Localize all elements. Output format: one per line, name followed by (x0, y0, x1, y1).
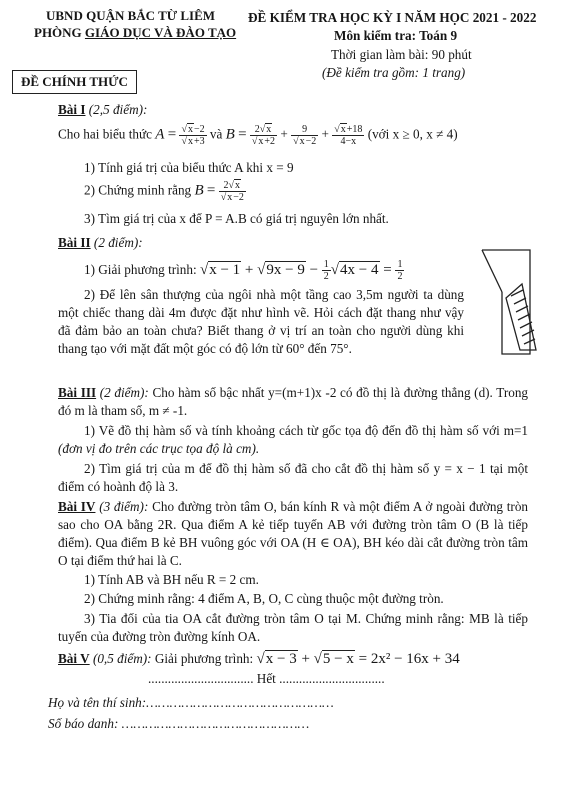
bai2-heading: Bài II (2 điểm): (58, 235, 143, 250)
official-badge: ĐỀ CHÍNH THỨC (12, 70, 137, 94)
bai1-intro: Cho hai biểu thức A = $\frac{√x-2}{√x+3}$ và B = $\frac{2√x}{√x+2}$ + $\frac{9}{√x-2}$ + $\frac{√x+18}{4-x}$ (với x ≥ 0, x ≠ 4) (58, 124, 458, 147)
dept-line-1: UBND QUẬN BẮC TỪ LIÊM (46, 8, 216, 23)
dept-line-2: PHÒNG GIÁO DỤC VÀ ĐÀO TẠO (34, 25, 237, 40)
bai2-q2: 2) Để lên sân thượng của ngôi nhà một tầng cao 3,5m người ta dùng một chiếc thang dài 4m được đặt như hình vẽ. Hỏi cách đặt thang như vậy đã đảm bảo an toàn chưa? Biết thang ở vị trí an toàn cho người dùng khi thang tạo với mặt đất một góc có độ lớn từ 60° đến 75°. (58, 287, 464, 356)
bai2-q1: 1) Giải phương trình: √x − 1 + √9x − 9 − $\frac{1}{2}$ √4x − 4 = $\frac{1}{2}$ (84, 259, 403, 282)
exam-pages-note: (Đề kiểm tra gồm: 1 trang) (322, 65, 466, 80)
exam-title: ĐỀ KIỂM TRA HỌC KỲ I NĂM HỌC 2021 - 2022 (248, 10, 537, 25)
bai3-intro: Bài III (2 điểm): Cho hàm số bậc nhất y=(m+1)x -2 có đồ thị là đường thẳng (d). Trong đó m là tham số, m ≠ -1. (58, 385, 529, 418)
bai4-q3: 3) Tia đối của tia OA cắt đường tròn tâm O tại M. Chứng minh rằng: MB là tiếp tuyến của đường tròn đường kính OA. (58, 611, 528, 644)
roof-edge (482, 250, 502, 292)
bai1-q3: 3) Tìm giá trị của x để P = A.B có giá trị nguyên lớn nhất. (84, 211, 389, 226)
bai1-heading: Bài I (2,5 điểm): (58, 102, 148, 117)
formula-b: B (225, 126, 235, 143)
formula-a: A (155, 126, 165, 143)
bai4-intro: Bài IV (3 điểm): Cho đường tròn tâm O, bán kính R và một điểm A ở ngoài đường tròn sao cho OA bằng 2R. Qua điểm A kẻ tiếp tuyến AB với đường tròn tâm O (B là tiếp điểm). Qua điểm B kẻ BH vuông góc với OA (H ∈ OA), BH kéo dài cắt đường tròn tâm O tại điểm thứ hai là C. (58, 499, 529, 568)
candidate-id-line: Số báo danh: ………………………………………… (48, 716, 310, 731)
bai4-q1: 1) Tính AB và BH nếu R = 2 cm. (84, 572, 259, 587)
ladder-rungs (511, 290, 535, 344)
candidate-name-line: Họ và tên thí sinh:………………………………………… (48, 695, 334, 710)
bai3-q2: 2) Tìm giá trị của m để đồ thị hàm số đã cho cắt đồ thị hàm số y = x − 1 tại một điểm có hoành độ là 3. (58, 461, 528, 494)
bai1-q1: 1) Tính giá trị của biểu thức A khi x = 9 (84, 160, 294, 175)
bai1-q2: 2) Chứng minh rằng B = $\frac{2√x}{√x-2}$ (84, 180, 244, 203)
exam-subject: Môn kiểm tra: Toán 9 (334, 28, 458, 43)
bai5: Bài V (0,5 điểm): Giải phương trình: √x − 3 + √5 − x = 2x² − 16x + 34 (58, 651, 460, 667)
exam-duration: Thời gian làm bài: 90 phút (331, 47, 472, 62)
bai3-q1: 1) Vẽ đồ thị hàm số và tính khoảng cách từ gốc tọa độ đến đồ thị hàm số với m=1 (đơn vị đo trên các trục tọa độ là cm). (58, 423, 528, 456)
fraction-a: $\frac{√x-2}{√x+3}$ (181, 124, 205, 147)
ladder-figure (478, 246, 544, 358)
end-marker: ................................ Hết ................................ (148, 671, 385, 686)
bai4-q2: 2) Chứng minh rằng: 4 điểm A, B, O, C cùng thuộc một đường tròn. (84, 591, 444, 606)
